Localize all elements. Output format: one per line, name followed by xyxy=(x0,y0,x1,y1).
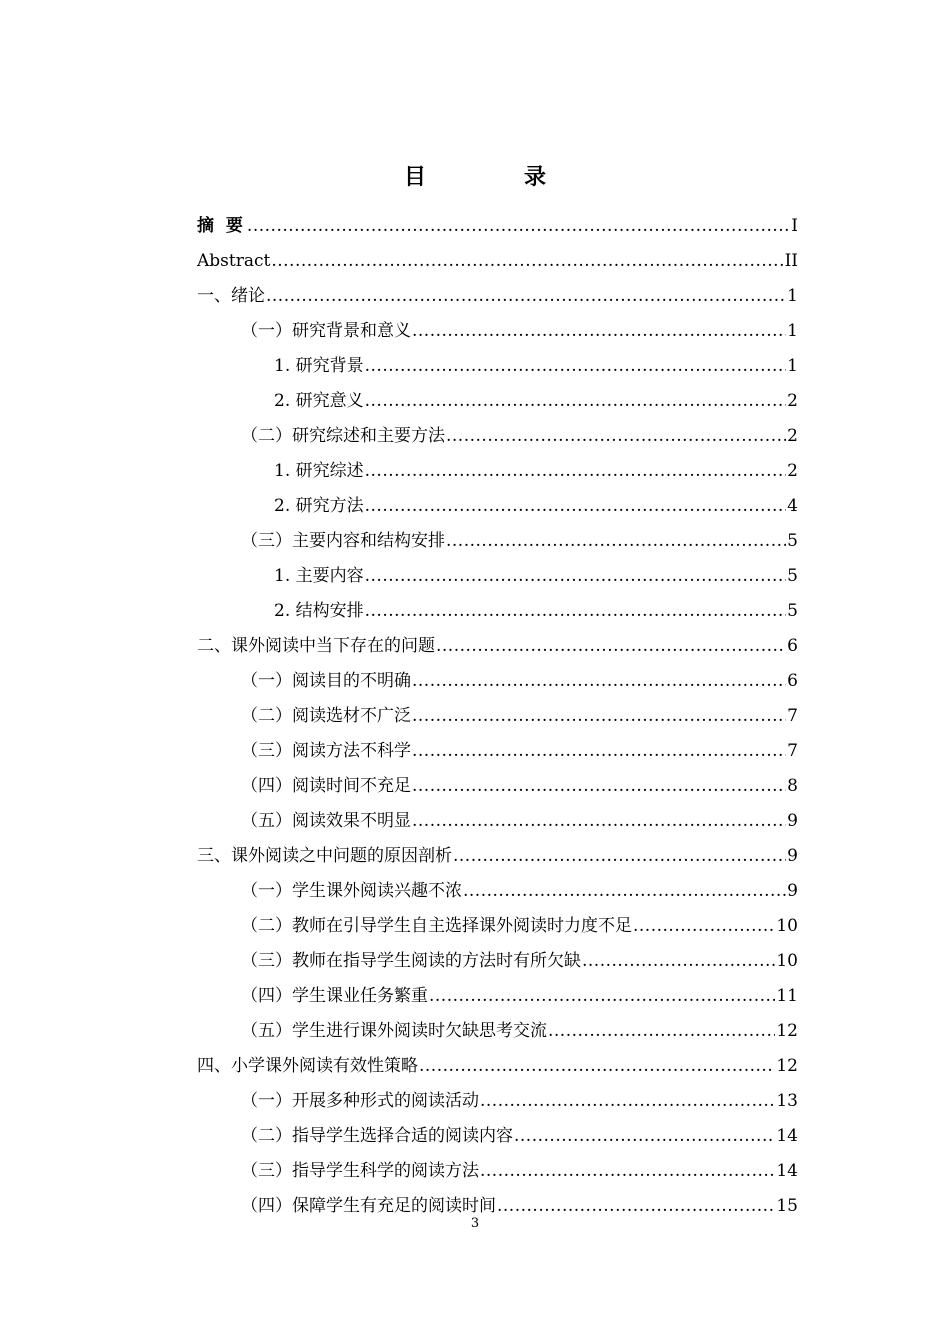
toc-entry-page: 9 xyxy=(787,846,798,866)
toc-dot-leader xyxy=(453,839,786,874)
toc-entry[interactable] xyxy=(197,384,798,419)
toc-entry-page: 4 xyxy=(787,496,798,516)
toc-entry[interactable] xyxy=(197,664,798,699)
toc-entry-label: Abstract xyxy=(197,251,271,271)
toc-entry[interactable] xyxy=(197,769,798,804)
toc-entry-label: 1. 研究综述 xyxy=(274,461,364,481)
toc-dot-leader xyxy=(365,454,787,489)
toc-entry[interactable] xyxy=(197,524,798,559)
toc-dot-leader xyxy=(480,1084,775,1119)
toc-entry-page: 9 xyxy=(787,881,798,901)
toc-entry-page: 9 xyxy=(787,811,798,831)
toc-entry-page: 6 xyxy=(787,671,798,691)
toc-dot-leader xyxy=(446,524,786,559)
toc-dot-leader xyxy=(365,489,787,524)
toc-entry-label: 二、课外阅读中当下存在的问题 xyxy=(197,636,435,656)
toc-entry-label: （三）指导学生科学的阅读方法 xyxy=(241,1161,479,1181)
toc-entry-label: （二）指导学生选择合适的阅读内容 xyxy=(241,1126,513,1146)
toc-entry-label: （五）阅读效果不明显 xyxy=(241,811,411,831)
toc-dot-leader xyxy=(365,559,787,594)
toc-dot-leader xyxy=(365,349,787,384)
toc-entry-page: 15 xyxy=(776,1196,798,1216)
toc-dot-leader xyxy=(436,629,786,664)
toc-dot-leader xyxy=(412,699,786,734)
toc-entry-page: 10 xyxy=(776,951,798,971)
toc-dot-leader xyxy=(247,209,790,244)
toc-dot-leader xyxy=(514,1119,775,1154)
toc-entry-label: （四）阅读时间不充足 xyxy=(241,776,411,796)
toc-entry[interactable] xyxy=(197,699,798,734)
toc-entry-page: 6 xyxy=(787,636,798,656)
toc-entry[interactable] xyxy=(197,909,798,944)
toc-entry[interactable] xyxy=(197,594,798,629)
toc-entry[interactable] xyxy=(197,1084,798,1119)
toc-dot-leader xyxy=(463,874,786,909)
toc-dot-leader xyxy=(412,314,786,349)
toc-entry-page: 7 xyxy=(787,706,798,726)
toc-dot-leader xyxy=(412,734,786,769)
toc-entry-page: 1 xyxy=(787,356,798,376)
toc-entry-page: 13 xyxy=(776,1091,798,1111)
toc-entry-label: （三）主要内容和结构安排 xyxy=(241,531,445,551)
toc-entry-label: （一）学生课外阅读兴趣不浓 xyxy=(241,881,462,901)
toc-entry-label: （四）学生课业任务繁重 xyxy=(241,986,428,1006)
toc-entry-label: 2. 结构安排 xyxy=(274,601,364,621)
toc-entry-page: 8 xyxy=(787,776,798,796)
toc-entry-page: 14 xyxy=(776,1161,798,1181)
toc-dot-leader xyxy=(419,1049,775,1084)
toc-entry-page: 2 xyxy=(787,461,798,481)
toc-entry[interactable] xyxy=(197,1154,798,1189)
toc-entry[interactable] xyxy=(197,1049,798,1084)
toc-entry[interactable] xyxy=(197,979,798,1014)
toc-entry-page: 5 xyxy=(787,531,798,551)
toc-entry[interactable] xyxy=(197,349,798,384)
toc-entry[interactable] xyxy=(197,209,798,244)
toc-entry-page: 10 xyxy=(776,916,798,936)
toc-entry-page: II xyxy=(784,251,798,271)
toc-entry-label: （一）研究背景和意义 xyxy=(241,321,411,341)
toc-entry-label: （三）阅读方法不科学 xyxy=(241,741,411,761)
toc-entry-label: （一）开展多种形式的阅读活动 xyxy=(241,1091,479,1111)
toc-entry[interactable] xyxy=(197,1014,798,1049)
toc-dot-leader xyxy=(412,769,786,804)
toc-dot-leader xyxy=(480,1154,775,1189)
toc-entry-page: I xyxy=(791,216,798,236)
toc-dot-leader xyxy=(412,664,786,699)
toc-entry[interactable] xyxy=(197,314,798,349)
toc-entry-page: 7 xyxy=(787,741,798,761)
table-of-contents xyxy=(197,209,798,1224)
toc-entry[interactable] xyxy=(197,874,798,909)
toc-entry-page: 1 xyxy=(787,321,798,341)
toc-entry-label: （二）阅读选材不广泛 xyxy=(241,706,411,726)
toc-entry-page: 1 xyxy=(787,286,798,306)
toc-entry[interactable] xyxy=(197,559,798,594)
toc-entry-label: 摘 要 xyxy=(197,216,246,236)
toc-entry[interactable] xyxy=(197,489,798,524)
toc-entry-label: 2. 研究意义 xyxy=(274,391,364,411)
toc-entry-label: （四）保障学生有充足的阅读时间 xyxy=(241,1196,496,1216)
toc-entry-label: 三、课外阅读之中问题的原因剖析 xyxy=(197,846,452,866)
toc-dot-leader xyxy=(412,804,786,839)
toc-dot-leader xyxy=(266,279,786,314)
toc-entry-label: （三）教师在指导学生阅读的方法时有所欠缺 xyxy=(241,951,581,971)
toc-dot-leader xyxy=(271,244,783,279)
toc-dot-leader xyxy=(548,1014,775,1049)
toc-entry-label: 2. 研究方法 xyxy=(274,496,364,516)
toc-entry[interactable] xyxy=(197,454,798,489)
toc-entry-label: 四、小学课外阅读有效性策略 xyxy=(197,1056,418,1076)
toc-entry[interactable] xyxy=(197,279,798,314)
toc-entry-label: 1. 研究背景 xyxy=(274,356,364,376)
toc-title: 目 录 xyxy=(403,164,584,190)
toc-entry-label: （一）阅读目的不明确 xyxy=(241,671,411,691)
toc-dot-leader xyxy=(429,979,775,1014)
toc-entry-page: 12 xyxy=(776,1021,798,1041)
toc-entry[interactable] xyxy=(197,1119,798,1154)
toc-entry-page: 11 xyxy=(776,986,798,1006)
toc-dot-leader xyxy=(582,944,775,979)
page-number: 3 xyxy=(470,1216,480,1231)
toc-entry[interactable] xyxy=(197,839,798,874)
toc-dot-leader xyxy=(365,384,787,419)
toc-entry-label: （五）学生进行课外阅读时欠缺思考交流 xyxy=(241,1021,547,1041)
toc-entry-page: 2 xyxy=(787,426,798,446)
toc-entry-page: 12 xyxy=(776,1056,798,1076)
toc-dot-leader xyxy=(633,909,775,944)
toc-dot-leader xyxy=(446,419,786,454)
toc-entry[interactable] xyxy=(197,244,798,279)
toc-entry[interactable] xyxy=(197,629,798,664)
toc-entry-label: 1. 主要内容 xyxy=(274,566,364,586)
toc-entry-page: 5 xyxy=(787,601,798,621)
toc-entry-page: 14 xyxy=(776,1126,798,1146)
toc-dot-leader xyxy=(365,594,787,629)
toc-entry-label: 一、绪论 xyxy=(197,286,265,306)
toc-entry-page: 2 xyxy=(787,391,798,411)
toc-entry[interactable] xyxy=(197,734,798,769)
toc-entry[interactable] xyxy=(197,804,798,839)
toc-entry-label: （二）研究综述和主要方法 xyxy=(241,426,445,446)
toc-entry-page: 5 xyxy=(787,566,798,586)
toc-entry-label: （二）教师在引导学生自主选择课外阅读时力度不足 xyxy=(241,916,632,936)
toc-entry[interactable] xyxy=(197,944,798,979)
toc-entry[interactable] xyxy=(197,419,798,454)
